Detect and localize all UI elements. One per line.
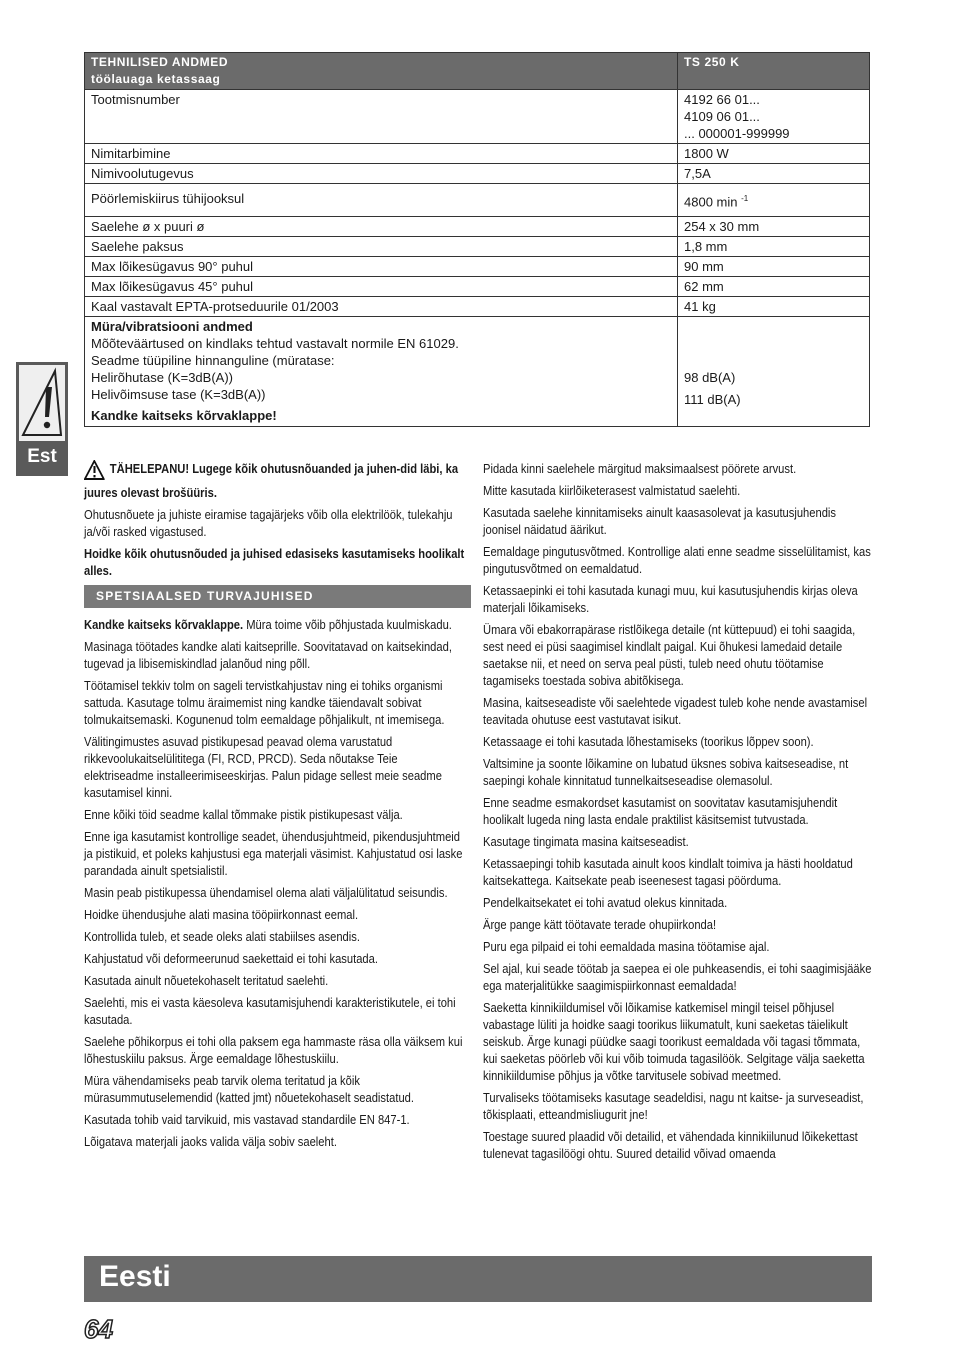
section-heading: SPETSIAALSED TURVAJUHISED	[84, 585, 471, 608]
paragraph: Mitte kasutada kiirlõiketerasest valmistatud saelehti.	[483, 483, 741, 498]
paragraph: Töötamisel tekkiv tolm on sageli tervistkahjustav ning ei tohiks organismi sattuda. Kasutage tolmu äraimemist ning kandke täiendavalt sobivat tolmukaitsemaski. Kogunenud tolm eemaldage põhjalikult, nt imemisega.	[84, 678, 445, 727]
spec-label: Pöörlemiskiirus tühijooksul	[85, 184, 678, 217]
noise-line: Mõõteväärtused on kindlaks tehtud vastavalt normile EN 61029.	[91, 336, 459, 352]
paragraph: Ärge pange kätt töötavate terade ohupiirkonda!	[483, 917, 717, 932]
spec-value: 254 x 30 mm	[678, 217, 870, 237]
paragraph: Valtsimine ja soonte lõikamine on lubatud üksnes sobiva kaitseseadise, nt saepingi kohale kinnitatud tunnelkaitseseadise olemasolul.	[483, 756, 849, 788]
spec-row	[85, 297, 870, 317]
paragraph: Enne kõiki töid seadme kallal tõmmake pistik pistikupesast välja.	[84, 807, 403, 822]
spec-row	[85, 237, 870, 257]
paragraph: Ohutusnõuete ja juhiste eiramise tagajärjeks võib olla elektrilöök, tulekahju ja/või rasked vigastused.	[84, 507, 453, 539]
paragraph: Ketassaepinki ei tohi kasutada kunagi muu, kui kasutusjuhendis kirjas oleva materjali lõikamiseks.	[483, 583, 858, 615]
noise-row	[85, 317, 870, 427]
language-footer-bar	[84, 1256, 872, 1302]
paragraph: Kasutada ainult nõuetekohaselt teritatud saelehti.	[84, 973, 329, 988]
warning-triangle-icon	[84, 460, 110, 484]
spec-model: TS 250 K	[678, 53, 870, 90]
spec-label: Saelehe ø x puuri ø	[85, 217, 678, 237]
spec-label: Saelehe paksus	[85, 237, 678, 257]
paragraph: Saelehe põhikorpus ei tohi olla paksem ega hammaste räsa olla väiksem kui lõhestuskiilu paksus. Ärge eemaldage lõhestuskiilu.	[84, 1034, 463, 1066]
spec-row	[85, 164, 870, 184]
paragraph: Masinaga töötades kandke alati kaitseprille. Soovitatavad on kaitsekindad, tugevad ja libisemiskindlad jalanõud ning põll.	[84, 639, 452, 671]
paragraph: Müra vähendamiseks peab tarvik olema teritatud ja kõik mürasummutuselemendid (katted jmt) nõuetekohaselt seadistatud.	[84, 1073, 414, 1105]
left-column	[84, 460, 471, 1155]
spec-row	[85, 277, 870, 297]
paragraph: Hoidke kõik ohutusnõuded ja juhised edasiseks kasutamiseks hoolikalt alles.	[84, 546, 465, 578]
paragraph: Puru ega pilpaid ei tohi eemaldada masina töötamise ajal.	[483, 939, 770, 954]
spec-value-cell	[678, 184, 870, 217]
paragraph: Kahjustatud või deformeerunud saekettaid ei tohi kasutada.	[84, 951, 378, 966]
spec-row	[85, 184, 870, 217]
page-number: 64	[84, 1314, 113, 1344]
warning-icon	[19, 365, 65, 441]
paragraph: Toestage suured plaadid või detailid, et vähendada kinnikiilunud lõikekettast tulenevat tagasilöögi ohtu. Suured detailid võivad omaenda	[483, 1129, 858, 1161]
paragraph: Eemaldage pingutusvõtmed. Kontrollige alati enne seadme sisselülitamist, kas pingutusvõtmed on eemaldatud.	[483, 544, 871, 576]
spec-value: 62 mm	[678, 277, 870, 297]
spec-table	[84, 52, 870, 427]
paragraph: Ketassaage ei tohi kasutada lõhestamiseks (toorikus lõppev soon).	[483, 734, 814, 749]
footer-language: Eesti	[99, 1260, 171, 1293]
paragraph: Sel ajal, kui seade töötab ja saepea ei ole puhkeasendis, ei tohi saagimisjääke ega materjalitükke saagimispiirkonnast eemaldada!	[483, 961, 872, 993]
spec-value: 7,5A	[678, 164, 870, 184]
right-column	[483, 460, 873, 1167]
spec-label: Kaal vastavalt EPTA-protseduurile 01/2003	[85, 297, 678, 317]
spec-label: Nimitarbimine	[85, 144, 678, 164]
paragraph: Pendelkaitsekatet ei tohi avatud olekus kinnitada.	[483, 895, 728, 910]
spec-value: 4800 min	[684, 194, 738, 210]
paragraph: Kasutada saelehe kinnitamiseks ainult kaasasolevat ja kasutusjuhendis joonisel näidatud äärikut.	[483, 505, 837, 537]
noise-warning: Kandke kaitseks kõrvaklappe!	[91, 408, 277, 424]
attention-paragraph	[84, 460, 470, 501]
paragraph: Saeketta kinnikiildumisel või lõikamise katkemisel mingil teisel põhjusel vabastage lüliti ja hoidke saagi toorikus liikumatult, kuni saeketas täielikult seiskub. Ärge kunagi püüdke saagi toorikust eemaldada või tagasi tõmmata, kui saeketas pöörleb või kui võib toimuda tagasilöök. Selgitage välja saeketta kinnikiildumise põhjus ja võtke tarvitusele sobivad meetmed.	[483, 1000, 865, 1083]
paragraph: Turvaliseks töötamiseks kasutage seadeldisi, nagu nt kaitse- ja surveseadist, tõkisplaati, etteandmisliugurit jne!	[483, 1090, 864, 1122]
noise-line: Seadme tüüpiline hinnanguline (müratase:	[91, 353, 335, 369]
noise-title: Müra/vibratsiooni andmed	[91, 319, 253, 335]
spec-label: Max lõikesügavus 90° puhul	[85, 257, 678, 277]
spec-value: 41 kg	[678, 297, 870, 317]
paragraph: Saelehti, mis ei vasta käesoleva kasutamisjuhendi karakteristikutele, ei tohi kasutada.	[84, 995, 456, 1027]
spec-value: 1800 W	[678, 144, 870, 164]
paragraph: Ümara või ebakorrapärase ristlõikega detaile (nt küttepuud) ei tohi saagida, sest need ei püsi saagimisel kindlalt paigal. Kui õhukesi lamedaid detaile saetakse nii, et need on serva peal püsti, tuleb need ohutu töötamise tagamiseks toestada sobiva abitõkisega.	[483, 622, 856, 688]
ear-bold: Kandke kaitseks kõrvaklappe.	[84, 617, 244, 632]
noise-value: 98 dB(A)	[684, 370, 736, 386]
spec-label: Tootmisnumber	[85, 90, 678, 144]
attention-text: TÄHELEPANU! Lugege kõik ohutusnõuanded ja juhen-did läbi, ka juures olevast brošüüris.	[84, 461, 459, 500]
spec-row	[85, 217, 870, 237]
paragraph: Kontrollida tuleb, et seade oleks alati stabiilses asendis.	[84, 929, 360, 944]
spec-title: TEHNILISED ANDMED	[91, 55, 229, 69]
noise-line: Helivõimsuse tase (K=3dB(A))	[91, 387, 266, 403]
spec-header-row	[85, 53, 870, 90]
spec-subtitle: töölauaga ketassaag	[91, 72, 221, 86]
noise-value: 111 dB(A)	[684, 392, 741, 408]
paragraph: Masin peab pistikupessa ühendamisel olema alati väljalülitatud seisundis.	[84, 885, 448, 900]
spec-row	[85, 257, 870, 277]
language-code: Est	[27, 446, 57, 467]
language-side-tab	[16, 362, 68, 476]
spec-value: 4192 66 01... 4109 06 01... ... 000001-999999	[678, 90, 870, 144]
paragraph: Ketassaepingi tohib kasutada ainult koos kindlalt toimiva ja hästi hooldatud kaitsekattega. Kaitsekate peab iseenesest tagasi pöörduma.	[483, 856, 853, 888]
spec-value: 1,8 mm	[678, 237, 870, 257]
spec-label: Nimivoolutugevus	[85, 164, 678, 184]
spec-row	[85, 144, 870, 164]
paragraph: Masina, kaitseseadiste või saelehtede vigadest tuleb kohe nende avastamisel teavitada ohutuse eest vastutavat isikut.	[483, 695, 868, 727]
paragraph: Lõigatava materjali jaoks valida välja sobiv saeleht.	[84, 1134, 337, 1149]
noise-line: Helirõhutase (K=3dB(A))	[91, 370, 233, 386]
spec-value: 90 mm	[678, 257, 870, 277]
paragraph: Pidada kinni saelehele märgitud maksimaalsest pöörete arvust.	[483, 461, 797, 476]
paragraph: Kasutada tohib vaid tarvikuid, mis vastavad standardile EN 847-1.	[84, 1112, 410, 1127]
paragraph: Kasutage tingimata masina kaitseseadist.	[483, 834, 689, 849]
paragraph: Enne iga kasutamist kontrollige seadet, ühendusjuhtmeid, pikendusjuhtmeid ja pistikuid, et poleks kahjustusi ega materjali väsimist. Kahjustatud osi laske parandada ainult spetsialistil.	[84, 829, 463, 878]
paragraph: Enne seadme esmakordset kasutamist on soovitatav kasutamisjuhendit hoolikalt lugeda ning lasta endale praktilist käsitsemist tutvustada.	[483, 795, 838, 827]
paragraph	[84, 616, 470, 633]
spec-row	[85, 90, 870, 144]
spec-value-sup: -1	[741, 194, 749, 203]
ear-rest: Müra toime võib põhjustada kuulmiskadu.	[243, 617, 452, 632]
paragraph: Välitingimustes asuvad pistikupesad peavad olema varustatud rikkevoolukaitselülititega (FI, RCD, PRCD). Seda nõutakse Teie elektriseadme installeerimiseeskirjas. Palun pidage sellest meie seadme kasutamisel kinni.	[84, 734, 442, 800]
paragraph: Hoidke ühendusjuhe alati masina tööpiirkonnast eemal.	[84, 907, 359, 922]
spec-label: Max lõikesügavus 45° puhul	[85, 277, 678, 297]
